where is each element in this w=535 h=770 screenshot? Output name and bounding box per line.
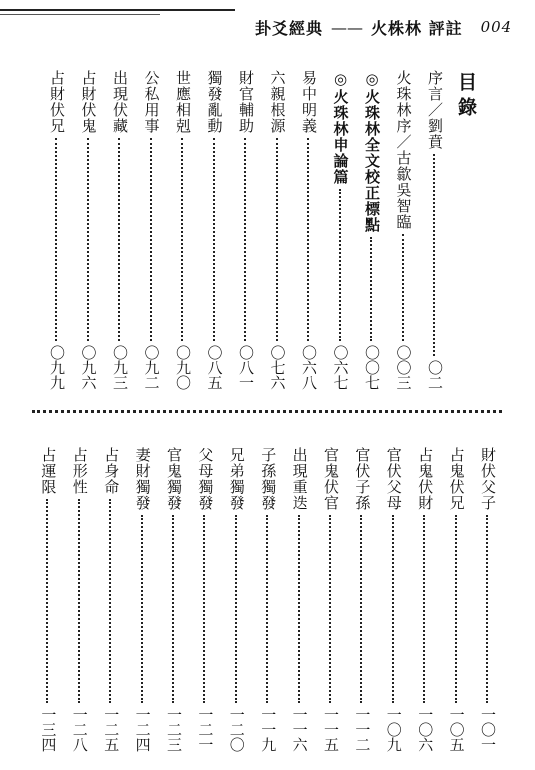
- toc-entry-page: 〇七六: [268, 345, 287, 390]
- toc-entry: [319, 447, 343, 752]
- toc-entry-page: 一〇一: [479, 707, 497, 752]
- toc-entry-page: 〇九〇: [174, 345, 192, 390]
- toc-entry-page: 一一六: [290, 707, 309, 752]
- toc-entry-page: 〇〇七: [363, 345, 381, 390]
- dotted-leader: [266, 515, 268, 703]
- dotted-leader: [141, 515, 143, 703]
- dotted-leader: [455, 515, 457, 703]
- header-dash: ——: [331, 17, 364, 37]
- dotted-leader: [339, 189, 341, 341]
- toc-entry-page: 〇九六: [79, 345, 98, 390]
- toc-entry: [423, 70, 447, 390]
- top-rule: [0, 9, 235, 11]
- toc-entry: [45, 70, 69, 390]
- dotted-leader: [486, 515, 488, 703]
- toc-entry-title: 財伏父子: [479, 447, 497, 511]
- toc-entry-title: 六親根源: [268, 70, 287, 134]
- toc-entry-title: 序言／劉賁: [426, 70, 444, 150]
- dotted-leader: [203, 515, 205, 703]
- toc-entry-page: 一二五: [102, 707, 121, 752]
- dotted-leader: [370, 237, 372, 341]
- toc-entry-title: 子孫獨發: [259, 447, 278, 511]
- toc-entry-title: 兄弟獨發: [227, 447, 246, 511]
- toc-entry-page: 〇八五: [205, 345, 224, 390]
- toc-entry-page: 一二〇: [227, 707, 246, 752]
- dotted-leader: [118, 138, 120, 341]
- toc-entry-page: 〇〇三: [394, 345, 413, 390]
- toc-entry: [413, 447, 437, 752]
- toc-entry-title: 父母獨發: [196, 447, 215, 511]
- toc-entry-title: 占運限: [39, 447, 58, 495]
- book-title: 卦爻經典: [255, 18, 324, 38]
- toc-entry-page: 〇八一: [237, 345, 255, 390]
- dotted-leader: [109, 499, 111, 703]
- toc-entry: [392, 70, 416, 390]
- dotted-leader: [150, 138, 152, 341]
- toc-entry-title: 占形性: [70, 447, 89, 495]
- toc-entry-page: 一〇五: [447, 707, 466, 752]
- toc-entry: [193, 447, 217, 752]
- toc-entry-title: 火珠林序／古歙吳智臨: [394, 70, 413, 230]
- toc-title: 目錄: [455, 72, 477, 122]
- toc-entry: [140, 70, 164, 390]
- toc-entry-page: 一二四: [133, 707, 152, 752]
- toc-entry: [203, 70, 227, 390]
- toc-entry-page: 〇二: [426, 360, 444, 390]
- top-rule-thin: [0, 14, 160, 15]
- toc-entry-title: 世應相剋: [174, 70, 192, 134]
- toc-entry: [445, 447, 469, 752]
- toc-entry-title: 占鬼伏兄: [447, 447, 466, 511]
- page-number: 004: [480, 18, 513, 36]
- toc-entry-title: 官伏父母: [384, 447, 403, 511]
- dotted-leader: [360, 515, 362, 703]
- dotted-leader: [46, 499, 48, 703]
- toc-entry-page: 一一九: [259, 707, 278, 752]
- dotted-leader: [78, 499, 80, 703]
- toc-entry-page: 一〇六: [416, 707, 435, 752]
- toc-entry: [77, 70, 101, 390]
- toc-entry-page: 〇九九: [48, 345, 66, 390]
- toc-entry-title: 出現重迭: [290, 447, 309, 511]
- toc-entry: [266, 70, 290, 390]
- toc-entry: [288, 447, 312, 752]
- toc-entry: [234, 70, 258, 390]
- dotted-leader: [244, 138, 246, 341]
- toc-entry-page: 一一二: [353, 707, 372, 752]
- dotted-leader: [235, 515, 237, 703]
- toc-entry: [171, 70, 195, 390]
- toc-entry-title: ◎火珠林全文校正標點: [363, 70, 381, 233]
- dotted-leader: [392, 515, 394, 703]
- toc-entry-page: 〇六七: [331, 345, 350, 390]
- toc-entry-title: 占鬼伏財: [416, 447, 435, 511]
- toc-entry-page: 一二一: [196, 707, 215, 752]
- dotted-leader: [433, 154, 435, 356]
- dotted-leader: [402, 234, 404, 341]
- toc-entry-title: 妻財獨發: [133, 447, 152, 511]
- toc-entry: [297, 70, 321, 390]
- toc-entry-title: 出現伏藏: [111, 70, 129, 134]
- toc-entry-page: 一三四: [39, 707, 58, 752]
- toc-entry-page: 一二八: [70, 707, 89, 752]
- toc-entry-title: 財官輔助: [237, 70, 255, 134]
- toc-entry-title: ◎火珠林申論篇: [331, 70, 350, 185]
- toc-entry: [382, 447, 406, 752]
- toc-entry-page: 一二三: [165, 707, 183, 752]
- dotted-leader: [423, 515, 425, 703]
- dotted-leader: [329, 515, 331, 703]
- header-subtitle: 火株林 評註: [371, 18, 463, 38]
- dotted-leader: [276, 138, 278, 341]
- toc-entry: [99, 447, 123, 752]
- toc-entry: [108, 70, 132, 390]
- toc-entry-title: 占身命: [102, 447, 121, 495]
- dotted-leader: [172, 515, 174, 703]
- toc-entry: [350, 447, 374, 752]
- toc-entry-title: 占財伏兄: [48, 70, 66, 134]
- toc-entry: [329, 70, 353, 390]
- running-header: [255, 14, 512, 40]
- toc-entry-title: 公私用事: [142, 70, 161, 134]
- toc-entry-page: 〇九二: [142, 345, 161, 390]
- toc-entry-title: 官伏子孫: [353, 447, 372, 511]
- dotted-leader: [55, 138, 57, 341]
- toc-entry: [68, 447, 92, 752]
- dotted-leader: [181, 138, 183, 341]
- toc-entry-title: 占財伏鬼: [79, 70, 98, 134]
- dotted-leader: [307, 138, 309, 341]
- toc-entry-title: 易中明義: [300, 70, 318, 134]
- toc-entry: [256, 447, 280, 752]
- toc-entry-title: 官鬼伏官: [322, 447, 340, 511]
- toc-entry-page: 〇六八: [300, 345, 318, 390]
- toc-entry-title: 獨發亂動: [205, 70, 224, 134]
- toc-entry-page: 一〇九: [384, 707, 403, 752]
- toc-entry: [162, 447, 186, 752]
- toc-entry: [36, 447, 60, 752]
- toc-entry: [476, 447, 500, 752]
- toc-entry-page: 〇九三: [111, 345, 129, 390]
- toc-entry-title: 官鬼獨發: [165, 447, 183, 511]
- toc-entry: [131, 447, 155, 752]
- dotted-leader: [213, 138, 215, 341]
- dotted-leader: [298, 515, 300, 703]
- toc-entry: [360, 70, 384, 390]
- toc-entry-page: 一一五: [322, 707, 340, 752]
- section-divider: [32, 410, 502, 413]
- toc-entry: [225, 447, 249, 752]
- dotted-leader: [87, 138, 89, 341]
